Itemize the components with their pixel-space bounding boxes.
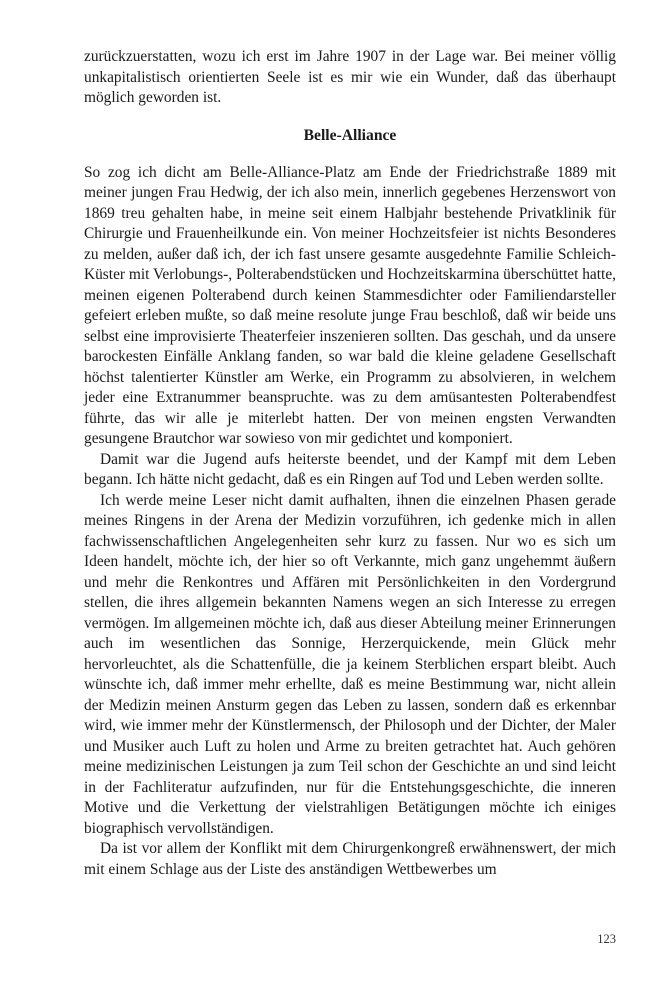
paragraph: Damit war die Jugend aufs heiterste beendet, und der Kampf mit dem Leben begann. Ich hätte nicht gedacht, daß es ein Ringen auf Tod und Leben werden sollte. xyxy=(84,450,616,488)
paragraph: So zog ich dicht am Belle-Alliance-Platz am Ende der Friedrichstraße 1889 mit meiner jungen Frau Hedwig, der ich also mein, innerlich gegebenes Herzenswort von 1869 treu gehalten habe, in meine seit einem Halbjahr bestehende Privatklinik für Chirurgie und Frauenheilkunde ein. Von meiner Hochzeitsfeier ist nichts Besonderes zu melden, außer daß ich, der ich fast unsere gesamte ausgedehnte Familie Schleich-Küster mit Verlobungs-, Polterabendstücken und Hochzeitskarmina überschüttet hatte, meinen eigenen Polterabend durch keinen Stammesdichter oder Familiendarsteller gefeiert erleben mußte, so daß meine resolute junge Frau beschloß, daß wir beide uns selbst eine improvisierte Theaterfeier inszenieren sollten. Das geschah, und da unsere barockesten Einfälle Anklang fanden, so war bald die kleine geladene Gesellschaft höchst talentierter Künstler am Werke, ein Programm zu absolvieren, in welchem jeder eine Extranummer beanspruchte. was zu dem amüsantesten Polterabendfest führte, das wir alle je miterlebt hatten. Der von meinen engsten Verwandten gesungene Brautchor war sowieso von mir gedichtet und komponiert. xyxy=(84,163,616,447)
page-body xyxy=(84,47,616,880)
paragraph: Ich werde meine Leser nicht damit aufhalten, ihnen die einzelnen Phasen gerade meines Ringens in der Arena der Medizin vorzuführen, ich gedenke mich in allen fachwissenschaftlichen Angelegenheiten sehr kurz zu fassen. Nur wo es sich um Ideen handelt, möchte ich, der hier so oft Verkannte, mich ganz ungehemmt äußern und mehr die Renkontres und Affären mit Persönlichkeiten in den Vordergrund stellen, die ihres allgemein bekannten Namens wegen an sich Interesse zu erregen vermögen. Im allgemeinen möchte ich, daß aus dieser Abteilung meiner Erinnerungen auch im wesentlichen das Sonnige, Herzerquickende, mein Glück mehr hervorleuchtet, als die Schattenfülle, die ja keinem Sterblichen erspart bleibt. Auch wünschte ich, daß immer mehr erhellte, daß es meine Bestimmung war, nicht allein der Medizin meinen Ansturm gegen das Leben zu lassen, sondern daß es erkennbar wird, wie immer mehr der Künstlermensch, der Philosoph und der Dichter, der Maler und Musiker auch Luft zu holen und Arme zu breiten getrachtet hat. Auch gehören meine medizinischen Leistungen ja zum Teil schon der Geschichte an und sind leicht in der Fachliteratur aufzufinden, nur für die Entstehungsgeschichte, die inneren Motive und die Verkettung der vielstrahligen Betätigungen möchte ich einiges biographisch vervollständigen. xyxy=(84,491,616,837)
paragraph-continuation: zurückzuerstatten, wozu ich erst im Jahre 1907 in der Lage war. Bei meiner völlig unkapitalistisch orientierten Seele ist es mir wie ein Wunder, daß das überhaupt möglich geworden ist. xyxy=(84,48,616,106)
paragraph: Da ist vor allem der Konflikt mit dem Chirurgenkongreß erwähnenswert, der mich mit einem Schlage aus der Liste des anständigen Wettbewerbes um xyxy=(84,840,616,878)
section-heading: Belle-Alliance xyxy=(303,126,397,144)
page-number: 123 xyxy=(597,932,616,946)
